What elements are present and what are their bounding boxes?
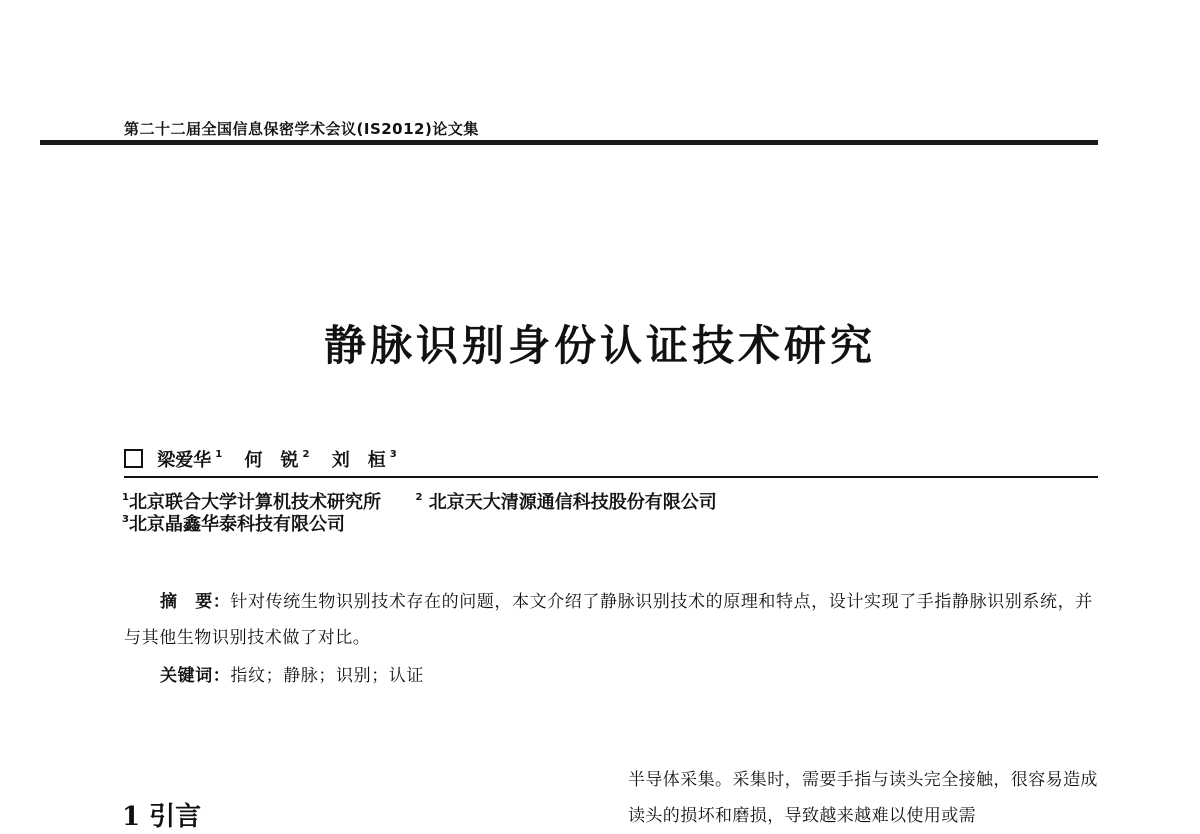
paper-title: 静脉识别身份认证技术研究 <box>323 321 876 370</box>
keywords <box>160 661 424 686</box>
section-heading: 1 引言 <box>122 802 202 832</box>
affiliation-name: 北京联合大学计算机技术研究所 <box>128 492 381 513</box>
author-name: 何 锐 <box>244 450 299 471</box>
abstract-text: 针对传统生物识别技术存在的问题，本文介绍了静脉识别技术的原理和特点，设计实现了手指静脉识别系统，并与其他生物识别技术做了对比。 <box>124 592 1093 648</box>
author-sup: 2 <box>302 449 310 460</box>
body-text-right-column: 半导体采集。采集时，需要手指与读头完全接触，很容易造成读头的损坏和磨损，导致越来越难以使用或需 <box>628 770 1098 826</box>
author-list <box>124 446 413 472</box>
affiliation-sup: 1 <box>122 492 129 503</box>
keywords-label: 关键词： <box>160 666 231 686</box>
affiliation-name: 北京晶鑫华泰科技有限公司 <box>128 514 345 535</box>
author-name: 梁爱华 <box>157 450 212 471</box>
abstract <box>124 584 1099 656</box>
affiliation-sup: 3 <box>122 514 129 525</box>
author-sup: 3 <box>389 449 397 460</box>
author-sup: 1 <box>215 449 223 460</box>
checkbox-square-icon <box>124 449 143 468</box>
abstract-label: 摘 要： <box>160 592 231 612</box>
affiliation-name: 北京天大清源通信科技股份有限公司 <box>428 492 717 513</box>
running-header: 第二十二届全国信息保密学术会议(IS2012)论文集 <box>124 120 479 138</box>
authors-rule <box>124 476 1098 478</box>
affiliation-line <box>122 510 345 536</box>
keywords-text: 指纹；静脉；识别；认证 <box>230 666 425 686</box>
affiliation-sup: 2 <box>415 492 423 503</box>
header-rule <box>40 140 1098 145</box>
author-name: 刘 桓 <box>331 450 386 471</box>
